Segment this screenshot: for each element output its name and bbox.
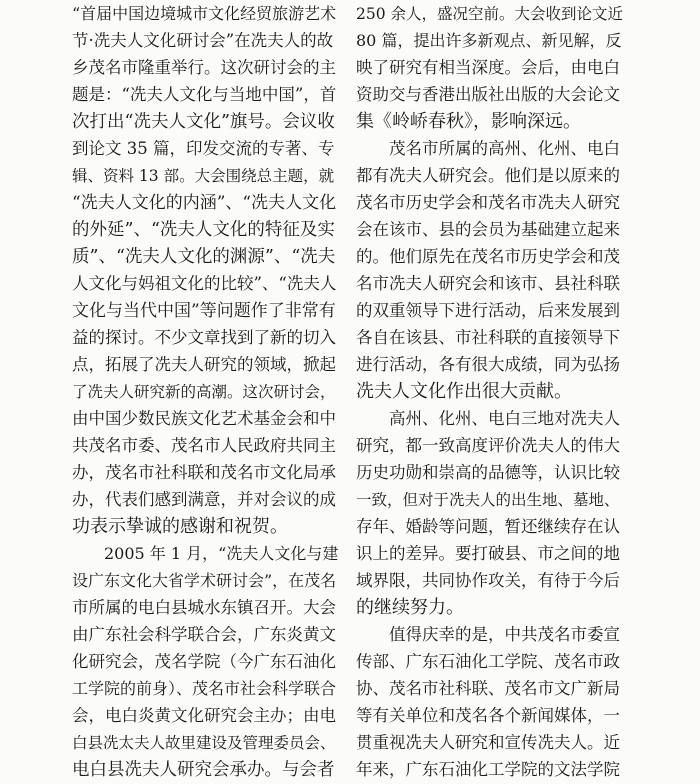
- text-line: 一致，但对于冼夫人的出生地、墓地、: [356, 491, 620, 509]
- column-gutter: [348, 0, 349, 784]
- text-line: 的。他们原先在茂名市历史学会和茂: [356, 247, 620, 266]
- text-line: 由中国少数民族文化艺术基金会和中: [72, 409, 336, 428]
- text-line: 会在该市、县的会员为基础建立起来: [356, 220, 620, 239]
- text-line: 会，电白炎黄文化研究会主办；由电: [72, 706, 336, 725]
- text-line: 电白县冼夫人研究会承办。与会者: [72, 760, 335, 780]
- text-line: 辑、资料 13 部。大会围绕总主题，就: [72, 167, 335, 185]
- text-line: 节·冼夫人文化研讨会”在冼夫人的故: [72, 31, 334, 50]
- text-line: 集《岭峤春秋》，影响深远。: [356, 111, 581, 132]
- text-line: 到论文 35 篇，印发交流的专著、专: [72, 139, 335, 158]
- text-line: 高州、化州、电白三地对冼夫人: [356, 409, 620, 428]
- text-line: 化研究会，茂名学院（今广东石油化: [72, 652, 336, 671]
- text-line: 设广东文化大省学术研讨会”，在茂名: [72, 571, 337, 590]
- text-line: 质”、“冼夫人文化的渊源”、“冼夫: [72, 247, 336, 267]
- text-line: 的外延”、“冼夫人文化的特征及实: [72, 220, 335, 240]
- text-line: 年来，广东石油化工学院的文法学院: [356, 760, 620, 779]
- text-line: 市所属的电白县城水东镇召开。大会: [72, 598, 336, 617]
- text-line: 功表示挚诚的感谢和祝贺。: [72, 516, 288, 537]
- text-line: 存年、婚龄等问题，暂还继续存在认: [356, 517, 620, 536]
- text-line: 2005 年 1 月，“冼夫人文化与建: [72, 544, 339, 563]
- text-line: 研究，都一致高度评价冼夫人的伟大: [356, 436, 620, 455]
- text-line: 办，茂名市社科联和茂名市文化局承: [72, 463, 336, 482]
- text-line: 域界限，共同协作攻关，有待于今后: [356, 571, 620, 590]
- text-line: 乡茂名市隆重举行。这次研讨会的主: [72, 58, 336, 77]
- text-line: 了冼夫人研究新的高潮。这次研讨会，: [72, 383, 336, 401]
- text-line: 都有冼夫人研究会。他们是以原来的: [356, 166, 620, 185]
- text-line: 传部、广东石油化工学院、茂名市政: [356, 652, 620, 671]
- text-line: 办，代表们感到满意，并对会议的成: [72, 490, 336, 509]
- text-line: 题是：“冼夫人文化与当地中国”，首: [72, 85, 337, 104]
- text-line: 协、茂名市社科联、茂名市文广新局: [356, 679, 620, 698]
- text-line: 工学院的前身）、茂名市社会科学联合: [72, 679, 337, 698]
- text-line: 250 余人，盛况空前。大会收到论文近: [356, 5, 624, 23]
- text-line: 各自在该县、市社科联的直接领导下: [356, 328, 620, 347]
- text-line: 贯重视冼夫人研究和宣传冼夫人。近: [356, 733, 620, 752]
- text-line: “冼夫人文化的内涵”、“冼夫人文化: [72, 193, 337, 213]
- text-line: 80 篇，提出许多新观点、新见解，反: [356, 31, 622, 50]
- text-line: 进行活动，各有很大成绩，同为弘扬: [356, 355, 620, 374]
- text-line: 历史功勋和崇高的品德等，认识比较: [356, 463, 620, 482]
- text-line: 等有关单位和茂名各个新闻媒体，一: [356, 706, 620, 725]
- text-line: 点，拓展了冼夫人研究的领域，掀起: [72, 355, 336, 374]
- text-line: 名市冼夫人研究会和该市、县社科联: [356, 274, 620, 293]
- text-line: 由广东社会科学联合会，广东炎黄文: [72, 625, 336, 644]
- text-line: 次打出“冼夫人文化”旗号。会议收: [72, 112, 335, 132]
- text-line: 茂名市历史学会和茂名市冼夫人研究: [356, 193, 620, 212]
- text-line: 映了研究有相当深度。会后，由电白: [356, 58, 620, 77]
- text-line: 的继续努力。: [356, 597, 464, 618]
- text-line: 益的探讨。不少文章找到了新的切入: [72, 328, 336, 347]
- text-line: 的双重领导下进行活动，后来发展到: [356, 301, 620, 320]
- text-line: 白县冼太夫人故里建设及管理委员会、: [72, 734, 336, 752]
- text-line: 文化与当代中国”等问题作了非常有: [72, 301, 336, 321]
- text-line: 共茂名市委、茂名市人民政府共同主: [72, 436, 336, 455]
- text-line: 茂名市所属的高州、化州、电白: [356, 139, 620, 158]
- text-line: 值得庆幸的是，中共茂名市委宣: [356, 625, 620, 644]
- text-line: 人文化与妈祖文化的比较”、“冼夫人: [72, 274, 337, 293]
- text-line: 资助交与香港出版社出版的大会论文: [356, 85, 620, 104]
- text-line: 冼夫人文化作出很大贡献。: [356, 381, 572, 402]
- text-line: 识上的差异。要打破县、市之间的地: [356, 544, 620, 563]
- text-line: “首届中国边境城市文化经贸旅游艺术: [72, 4, 337, 23]
